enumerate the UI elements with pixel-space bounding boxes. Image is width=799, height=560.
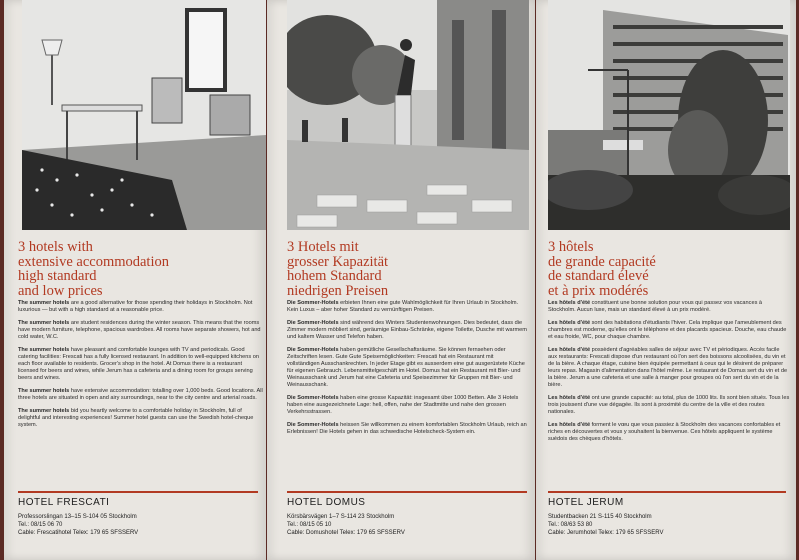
hotel-address: Körsbärsvägen 1–7 S-114 23 Stockholm Tel.: 08/15 05 10 Cable: Domushotel Telex: 179 65 SFSSERV [287,514,405,536]
panel-body-text [287,300,527,442]
paragraph: Die Sommer-Hotels heissen Sie willkommen zu einem komfortablen Stockholm Urlaub, reich an Erlebnissen! Die Hotels gehen in das schwedische Hotelscheck-System ein. [287,422,527,435]
panel-heading: 3 hotels with extensive accommodation high standard and low prices [18,239,169,299]
divider [18,491,258,493]
brochure-panel-french [536,0,796,560]
panel-heading: 3 hôtels de grande capacité de standard élevé et à prix modérés [548,239,656,299]
paragraph: Les hôtels d'été constituent une bonne solution pour vous qui passez vos vacances à Stockholm. Aucun luxe, mais un standard élevé à un prix modéré. [548,300,763,313]
divider [287,491,527,493]
paragraph: Die Sommer-Hotels erbieten Ihnen eine gute Wahlmöglichkeit für Ihren Urlaub in Stockholm. Kein Luxus – aber hoher Standard zu vernünftigen Preisen. [287,300,519,313]
panel-body-text [548,300,790,449]
divider [548,491,786,493]
paragraph: Les hôtels d'été ont une grande capacité: au total, plus de 1000 lits. Ils sont bien situés. Tous les trois jouissent d'une vue dégagée. Ils sont à proximité du centre de la ville et des routes nationales. [548,395,790,415]
paragraph: Die Sommer-Hotels haben eine grosse Kapazität: insgesamt über 1000 Betten. Alle 3 Hotels haben eine ausgezeichnete Lage: hell, offen, nahe der Stadtmitte und nahe den grossen Verkehrsstrassen. [287,395,519,415]
hotel-name: HOTEL JERUM [548,497,624,508]
hotel-name: HOTEL DOMUS [287,497,366,508]
photo-hotel-building [548,0,790,230]
paragraph: Die Sommer-Hotels haben gemütliche Gesellschaftsräume. Sie können fernsehen oder Zeitschriften lesen. Gute Gute Speisemöglichkeiten: Frescati hat ein Restaurant mit vollständigen Ausschankrechten. In jeder Etage gibt es ausserdem eine gut ausgerüstete Küche für eigenen Gebrauch. Lebensmittelgeschäft im Hotel. Domus hat ein Restaurant mit Bier- und Weinausschank und Jerum hat eine Cafeteria und Speisezimmer für Gruppen mit Bier- und Weinausschank. [287,347,525,388]
hotel-address: Studentbacken 21 S-115 40 Stockholm Tel.: 08/63 53 80 Cable: Jerumhotel Telex: 179 65 SFSSERV [548,514,664,536]
photo-courtyard-statue [287,0,529,230]
paragraph: The summer hotels are a good alternative for those spending their holidays in Stockholm. Not luxurious — but with a high standard at a reasonable price. [18,300,253,313]
paragraph: The summer hotels have extensive accommodation: totalling over 1,000 beds. Good locations. All three hotels are situated in open and airy surroundings, near to the city centre and arterial roads. [18,388,263,401]
paragraph: The summer hotels are student residences during the winter season. This means that the rooms have modern furniture, telephone, spacious wardrobes. All rooms have separate showers, hot and cold water, W.C. [18,320,261,340]
hotel-name: HOTEL FRESCATI [18,497,110,508]
paragraph: Les hôtels d'été forment le vœu que vous passiez à Stockholm des vacances confortables et riches en découvertes et vous y souhaitent la bienvenue. Ces hôtels appliquent le système suédois des chèques d'hôtels. [548,422,781,442]
paragraph: The summer hotels have pleasant and comfortable lounges with TV and periodicals. Good catering facilities: Frescati has a fully licensed restaurant. In addition to well-equipped kitchens on each floor available to residents. Grocer's shop in the hotel. At Domus there is a restaurant licensed for beers and wines, while Jerum has a cafeteria and a dining room for groups serving beers and wines. [18,347,259,381]
panel-body-text [18,300,263,435]
paragraph: The summer hotels bid you heartly welcome to a comfortable holiday in Stockholm, full of delightful and interesting experiences! Summer hotel guests can use the Swedish hotel-cheque system. [18,408,254,428]
paragraph: Les hôtels d'été possèdent d'agréables salles de séjour avec TV et périodiques. Accès facile aux restaurants: Frescati dispose d'un restaurant où l'on sert des boissons alcoolisées, du vin et de la bière. A chaque étage, cuisine bien équipée permettant à ceux qui le désirent de préparer leurs repas. Magasin d'alimentation dans l'hôtel même. Le restaurant de Domus sert du vin et de la bière. Jerum a une cafeteria et une salle à manger pour groupes où l'on sert du vin et de la bière. [548,347,788,388]
brochure-panel-english [4,0,266,560]
panel-heading: 3 Hotels mit grosser Kapazität hohem Standard niedrigen Preisen [287,239,389,299]
paragraph: Die Sommer-Hotels sind während des Winters Studentenwohnungen. Dies bedeutet, dass die Zimmer modern möbliert sind, geräumige Einbau-Schränke, eigene Toilette, Dusche mit warmem und kaltem Wasser und Telefon haben. [287,320,527,340]
paragraph: Les hôtels d'été sont des habitations d'étudiants l'hiver. Cela implique que l'ameublement des chambres est moderne, qu'elles ont le téléphone et des placards spacieux. Douche, eau chaude et eau froide, WC, pour chaque chambre. [548,320,787,340]
photo-hotel-room [22,0,266,230]
brochure-panel-german [267,0,535,560]
hotel-address: Professorslingan 13–15 S-104 05 Stockholm Tel.: 08/15 06 70 Cable: Frescatihotel Telex: 179 65 SFSSERV [18,514,139,536]
